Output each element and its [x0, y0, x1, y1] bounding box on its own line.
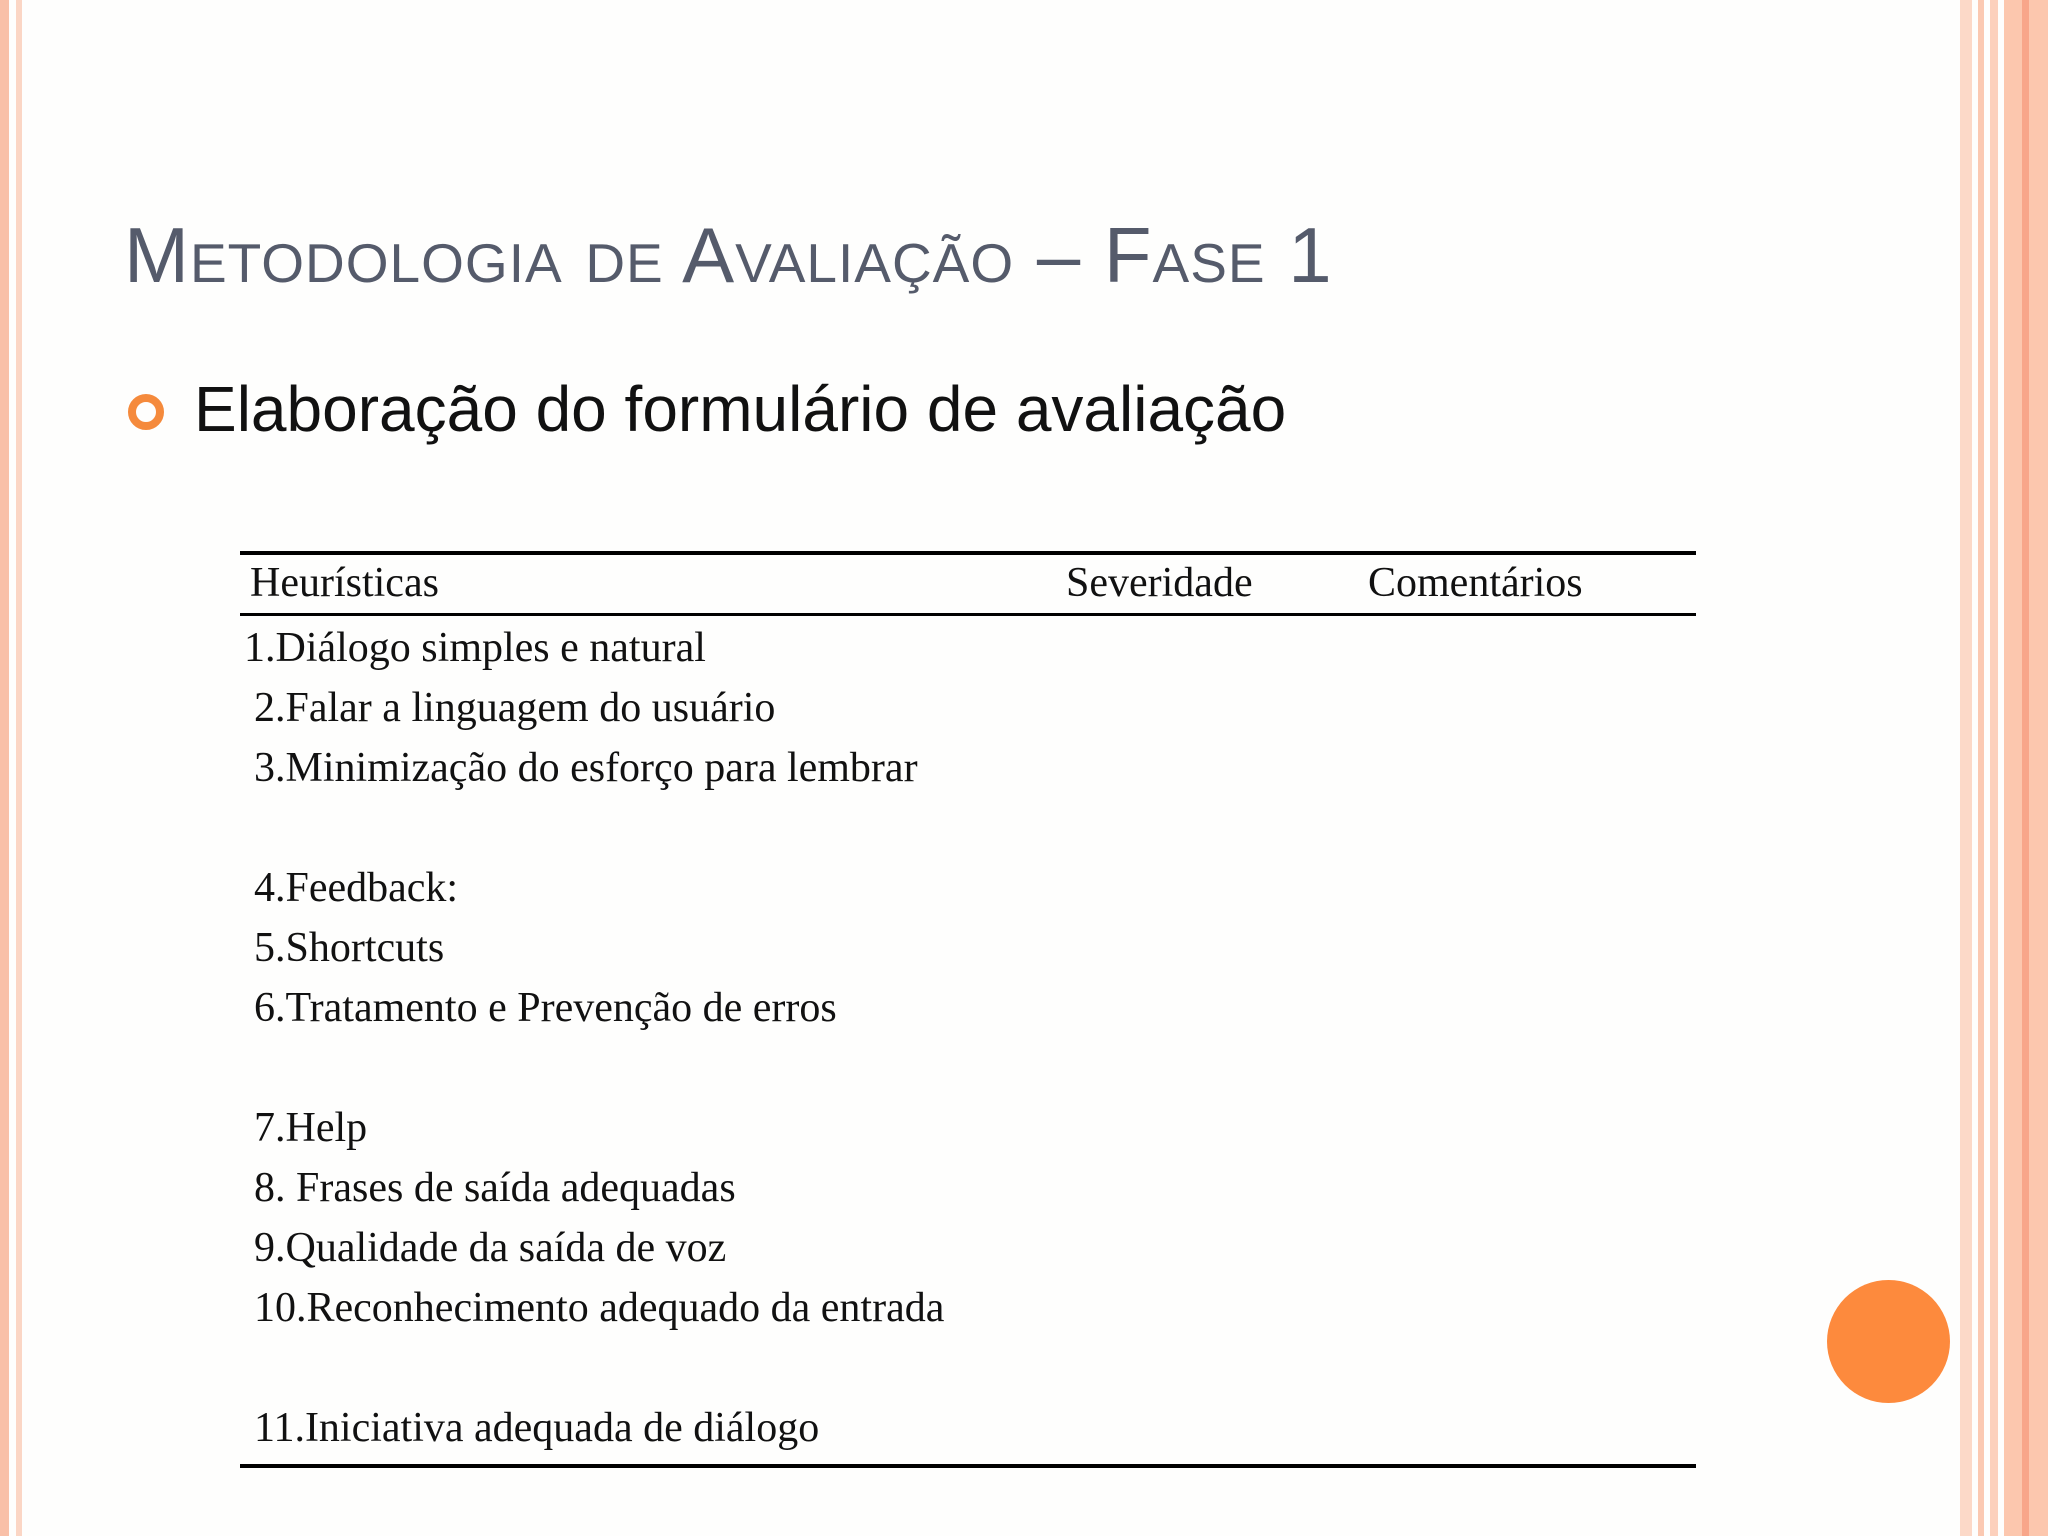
table-row: 3.Minimização do esforço para lembrar: [254, 745, 918, 791]
right-border-stripe: [1990, 0, 1998, 1536]
table-row: 5.Shortcuts: [254, 925, 445, 971]
right-border-stripe: [2022, 0, 2029, 1536]
bullet-item: [128, 372, 1286, 446]
table-row: 11.Iniciativa adequada de diálogo: [254, 1405, 820, 1451]
heuristics-table: [240, 551, 1696, 1468]
table-row: 10.Reconhecimento adequado da entrada: [254, 1285, 945, 1331]
orange-circle-decoration: [1827, 1280, 1950, 1403]
table-row: 6.Tratamento e Prevenção de erros: [254, 985, 837, 1031]
header-heuristicas: Heurísticas: [250, 560, 439, 606]
header-comentarios: Comentários: [1368, 560, 1583, 606]
table-row: 2.Falar a linguagem do usuário: [254, 685, 776, 731]
table-body: [240, 616, 1696, 1464]
table-row: 4.Feedback:: [254, 865, 459, 911]
ring-bullet-icon: [128, 394, 164, 430]
table-row: 9.Qualidade da saída de voz: [254, 1225, 727, 1271]
slide-title: Metodologia de Avaliação – Fase 1: [124, 211, 1333, 299]
left-border-stripe: [0, 0, 9, 1536]
right-border-stripe: [1978, 0, 1984, 1536]
header-severidade: Severidade: [1066, 560, 1253, 606]
left-border-stripe-inner: [16, 0, 22, 1536]
table-header: [240, 555, 1696, 616]
right-border-stripe: [1960, 0, 1972, 1536]
table-row: 8. Frases de saída adequadas: [254, 1165, 736, 1211]
table-row: 1.Diálogo simples e natural: [244, 625, 706, 671]
bullet-text: Elaboração do formulário de avaliação: [194, 373, 1287, 445]
table-row: 7.Help: [254, 1105, 368, 1151]
